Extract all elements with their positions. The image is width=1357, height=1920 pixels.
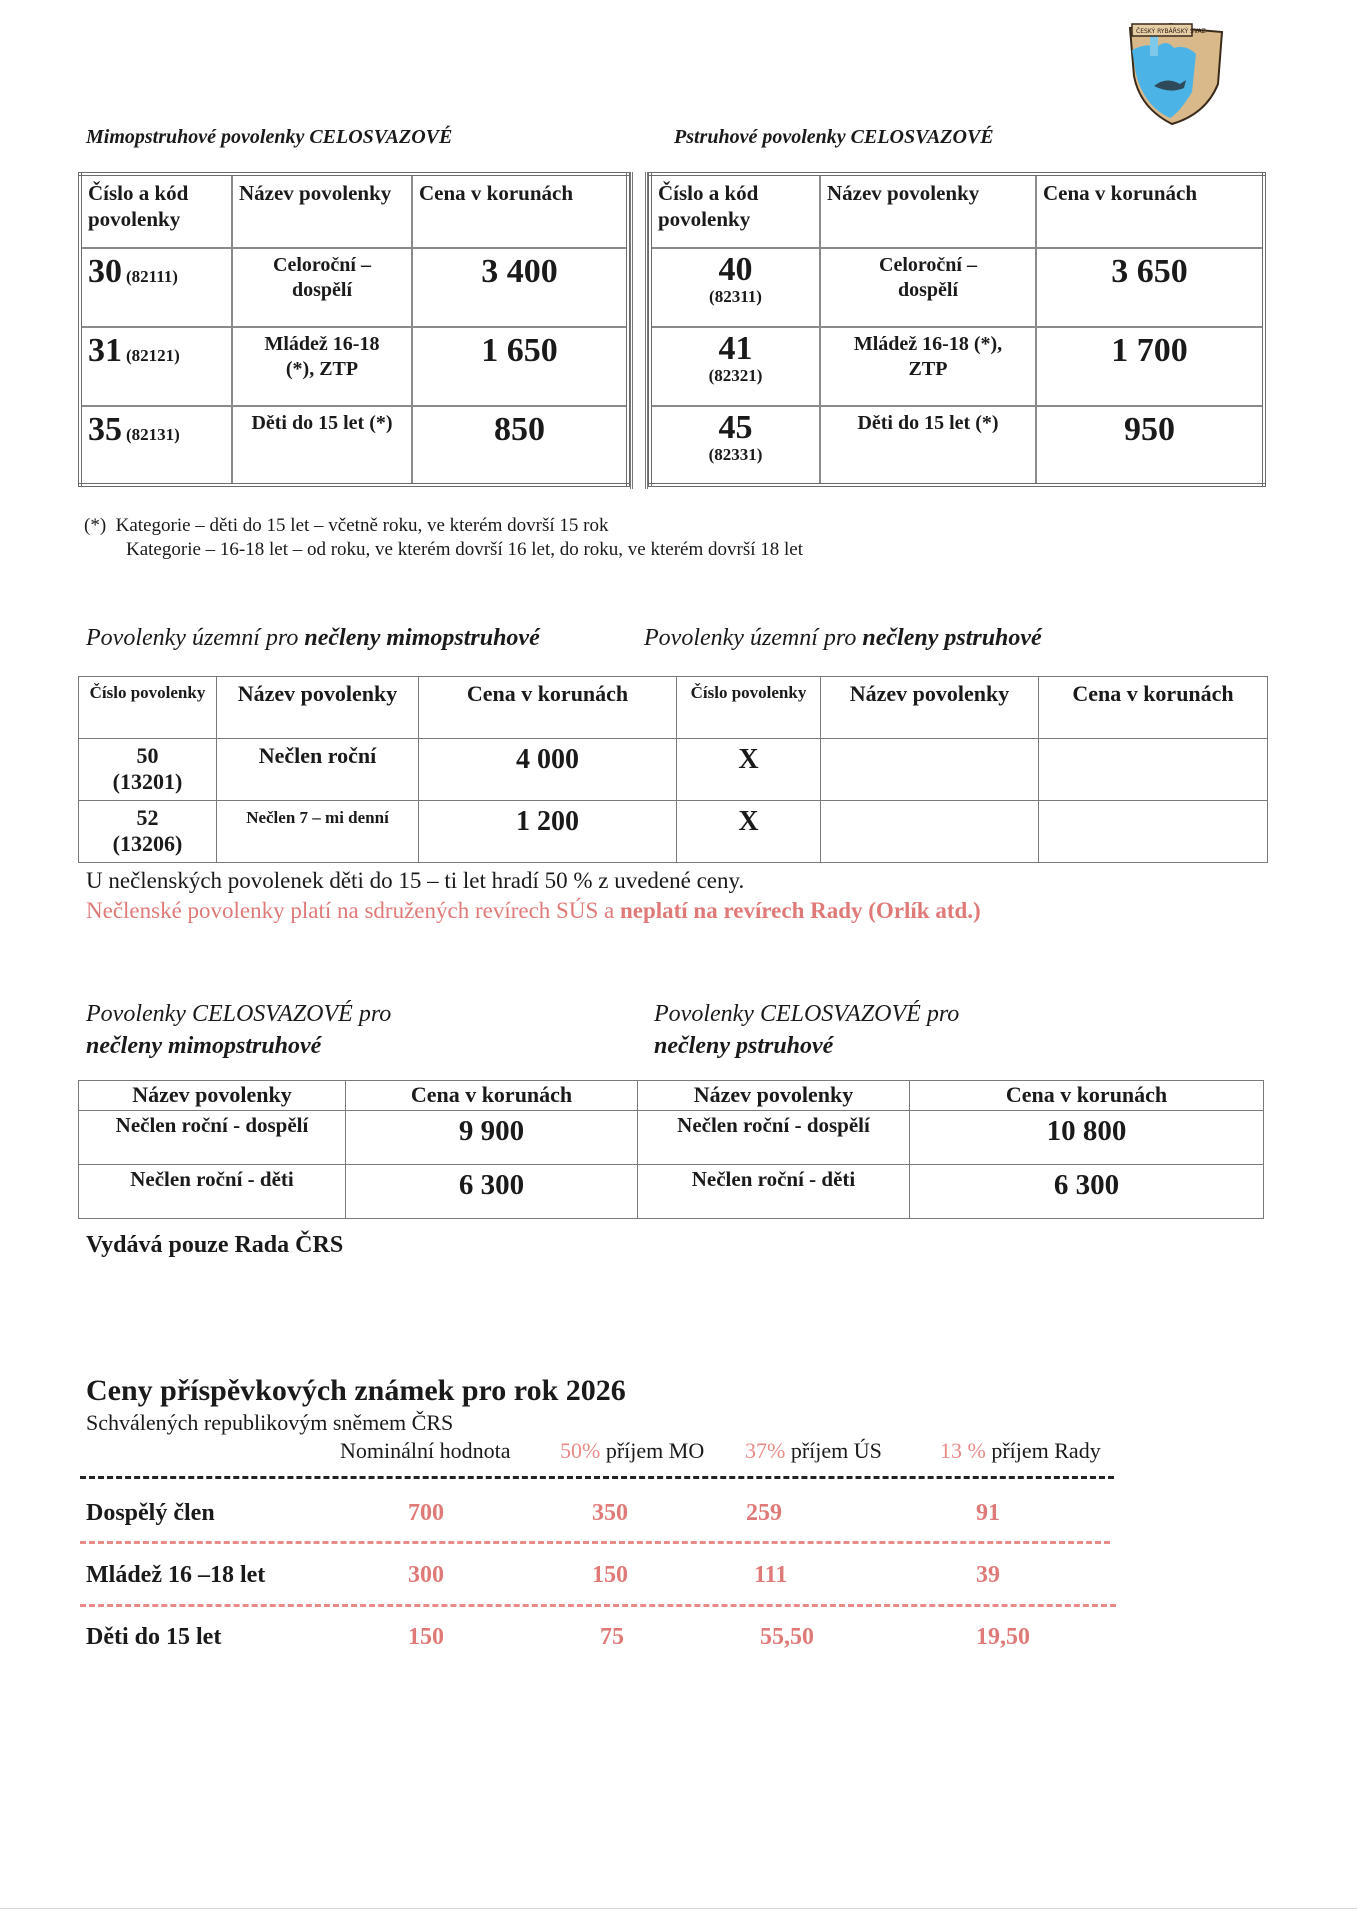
permit-number: 35 [88,411,122,448]
section-title-trout-celosvazove: Pstruhové povolenky CELOSVAZOVÉ [674,126,994,148]
col-header-name-trout: Název povolenky [821,677,1039,739]
permit-price: 950 [1036,406,1264,485]
footnote [84,514,608,538]
permit-number: 52 [136,805,159,830]
issuer-note: Vydává pouze Rada ČRS [86,1232,344,1258]
section-title-territorial-trout [644,622,1042,654]
permit-name: Nečlen roční [217,739,419,801]
permit-price: 1 700 [1036,327,1264,406]
stamp-row-label: Mládež 16 –18 let [86,1562,266,1588]
permit-name-cont: dospělí [897,279,959,301]
table-divider [630,172,648,489]
table-header-row [79,677,1268,739]
permit-code: (13206) [112,831,183,856]
stamp-value-mo: 150 [592,1562,628,1588]
col-header-price-trout: Cena v korunách [1039,677,1268,739]
permit-name-cont: ZTP [908,358,948,380]
col-header-price: Cena v korunách [1036,174,1264,248]
stamp-row-label: Děti do 15 let [86,1624,222,1650]
permit-code: (82321) [708,366,763,385]
stamps-subtitle: Schválených republikovým sněmem ČRS [86,1410,454,1435]
col-header-name: Název povolenky [217,677,419,739]
col-header-name-trout: Název povolenky [638,1081,910,1111]
pct-mo: 50% [560,1438,601,1463]
permit-name: Nečlen roční - dospělí [79,1111,346,1165]
permit-number: 30 [88,253,122,290]
permit-price-trout: 6 300 [910,1165,1264,1219]
note-validity-bold: neplatí na revírech Rady (Orlík atd.) [619,898,981,923]
table-row [650,406,1264,485]
fishing-union-crest-icon [1126,14,1234,126]
permit-price: 3 650 [1036,248,1264,327]
permit-name: Nečlen 7 – mi denní [217,801,419,863]
permit-name: Celoroční – [273,254,371,276]
permit-name-trout: Nečlen roční - děti [638,1165,910,1219]
col-header-nominal: Nominální hodnota [340,1438,511,1463]
permit-name: Celoroční – [879,254,977,276]
permit-price: 1 650 [412,327,628,406]
permit-price-trout [1039,801,1268,863]
stamp-value-nominal: 150 [408,1624,444,1650]
table-row [79,1165,1264,1219]
permit-name-cont: (*), ZTP [285,358,359,380]
section-title-nontrout-celosvazove: Mimopstruhové povolenky CELOSVAZOVÉ [86,126,453,148]
col-header-number-trout: Číslo povolenky [677,677,821,739]
permit-price: 6 300 [346,1165,638,1219]
permit-name: Nečlen roční - děti [79,1165,346,1219]
col-header-name: Název povolenky [79,1081,346,1111]
permit-name-trout [821,801,1039,863]
table-row [80,248,628,327]
footnote-marker: (*) [84,515,107,536]
permit-number-trout: X [677,739,821,801]
col-header-name: Název povolenky [232,174,412,248]
permit-number: 40 [718,251,753,288]
permit-code: (82131) [126,425,180,444]
table-row [80,327,628,406]
col-header-number: Číslo povolenky [79,677,217,739]
permit-number: 31 [88,332,122,369]
title-prefix: Povolenky územní pro [86,625,305,651]
title-bold: nečleny pstruhové [862,625,1042,651]
permit-code: (13201) [112,769,183,794]
divider-dashed-red [80,1604,1116,1607]
stamp-value-us: 259 [746,1500,782,1526]
table-header-row [80,174,628,248]
table-territorial-nonmember [78,676,1268,863]
pct-us: 37% [745,1438,786,1463]
permit-price-trout: 10 800 [910,1111,1264,1165]
footnote-line-1: Kategorie – děti do 15 let – včetně roku, ve kterém dovrší 15 rok [115,515,609,536]
col-header-us [745,1438,882,1464]
permit-number: 41 [718,330,753,367]
table-header-row [650,174,1264,248]
label-rady: příjem Rady [985,1438,1101,1463]
stamp-row-label: Dospělý člen [86,1500,215,1526]
divider-dashed-red [80,1541,1110,1544]
title-line-1: Povolenky CELOSVAZOVÉ pro [86,1001,392,1027]
title-bold: nečleny mimopstruhové [304,625,540,651]
stamp-value-nominal: 700 [408,1500,444,1526]
stamp-value-mo: 75 [600,1624,624,1650]
permit-number-trout: X [677,801,821,863]
section-title-celosvazove-nonmember-nontrout [86,998,391,1062]
table-header-row [79,1081,1264,1111]
table-row [79,739,1268,801]
col-header-number: Číslo a kód povolenky [650,174,820,248]
permit-price-trout [1039,739,1268,801]
table-nontrout-celosvazove [78,172,630,487]
col-header-mo [560,1438,704,1464]
label-us: příjem ÚS [785,1438,882,1463]
table-celosvazove-nonmember [78,1080,1264,1219]
stamp-value-rady: 91 [976,1500,1000,1526]
permit-number: 45 [718,409,753,446]
table-row [79,1111,1264,1165]
stamp-value-us: 111 [754,1562,788,1588]
stamp-value-rady: 39 [976,1562,1000,1588]
note-validity [86,898,981,924]
label-mo: příjem MO [600,1438,705,1463]
col-header-price: Cena v korunách [346,1081,638,1111]
section-title-territorial-nontrout [86,622,540,654]
svg-text:ČESKÝ RYBÁŘSKÝ SVAZ: ČESKÝ RYBÁŘSKÝ SVAZ [1136,28,1206,35]
permit-number: 50 [136,743,159,768]
page-edge [0,1908,1357,1909]
permit-code: (82121) [126,346,180,365]
col-header-name: Název povolenky [820,174,1036,248]
stamp-value-nominal: 300 [408,1562,444,1588]
col-header-price: Cena v korunách [419,677,677,739]
section-title-celosvazove-nonmember-trout [654,998,959,1062]
footnote-line-2: Kategorie – 16-18 let – od roku, ve kterém dovrší 16 let, do roku, ve kterém dovrší 18 let [126,539,803,560]
permit-name-trout [821,739,1039,801]
divider-dashed [80,1476,1114,1479]
permit-name: Mládež 16-18 [264,333,380,355]
permit-name-trout: Nečlen roční - dospělí [638,1111,910,1165]
stamp-value-rady: 19,50 [976,1624,1030,1650]
col-header-price-trout: Cena v korunách [910,1081,1264,1111]
table-trout-celosvazove [648,172,1266,487]
note-validity-text: Nečlenské povolenky platí na sdružených revírech SÚS a [86,898,620,923]
permit-name: Mládež 16-18 (*), [853,333,1003,355]
permit-name: Děti do 15 let (*) [251,412,393,434]
table-row [650,327,1264,406]
pct-rady: 13 % [940,1438,986,1463]
permit-name-cont: dospělí [291,279,353,301]
table-row [79,801,1268,863]
stamp-value-us: 55,50 [760,1624,814,1650]
permit-price: 4 000 [419,739,677,801]
permit-price: 3 400 [412,248,628,327]
col-header-price: Cena v korunách [412,174,628,248]
permit-price: 9 900 [346,1111,638,1165]
permit-price: 1 200 [419,801,677,863]
permit-price: 850 [412,406,628,485]
permit-code: (82111) [126,267,178,286]
permit-code: (82311) [709,287,762,306]
col-header-number: Číslo a kód povolenky [80,174,232,248]
table-row [650,248,1264,327]
title-prefix: Povolenky územní pro [644,625,863,651]
stamp-value-mo: 350 [592,1500,628,1526]
title-line-2: nečleny mimopstruhové [86,1033,322,1059]
permit-code: (82331) [708,445,763,464]
title-line-2: nečleny pstruhové [654,1033,834,1059]
col-header-rady [940,1438,1101,1464]
permit-name: Děti do 15 let (*) [857,412,999,434]
stamps-title: Ceny příspěvkových známek pro rok 2026 [86,1374,626,1407]
table-row [80,406,628,485]
title-line-1: Povolenky CELOSVAZOVÉ pro [654,1001,960,1027]
note-children-discount: U nečlenských povolenek děti do 15 – ti let hradí 50 % z uvedené ceny. [86,868,745,893]
